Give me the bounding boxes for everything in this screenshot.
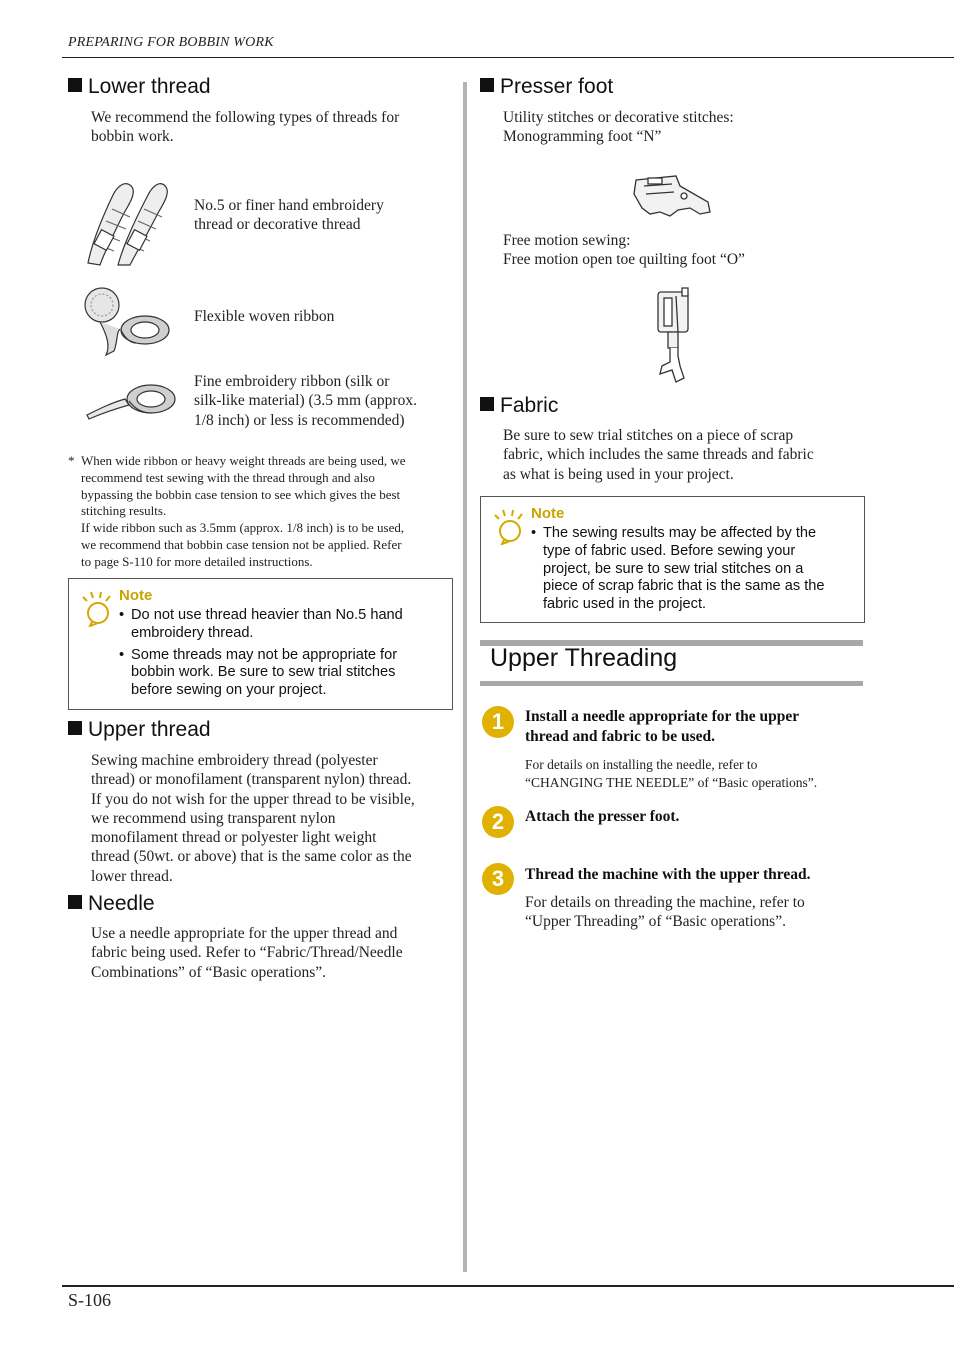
chapter-bar-bottom [480, 681, 863, 686]
text-line: Use a needle appropriate for the upper thread and [91, 925, 398, 942]
step-1-title [525, 707, 799, 747]
text-line: bypassing the bobbin case tension to see which gives the best [81, 486, 401, 502]
step-1-badge: 1 [482, 706, 514, 738]
lower-thread-footnote [81, 453, 456, 571]
text-line: Sewing machine embroidery thread (polyester [91, 752, 378, 769]
text-line: No.5 or finer hand embroidery [194, 197, 384, 214]
running-head: PREPARING FOR BOBBIN WORK [68, 35, 274, 50]
text-line: “Upper Threading” of “Basic operations”. [525, 913, 786, 931]
text-line: Free motion open toe quilting foot “O” [503, 251, 745, 269]
step-1-detail [525, 756, 817, 792]
footnote-asterisk: * [68, 453, 75, 468]
text-line: silk-like material) (3.5 mm (approx. [194, 392, 417, 410]
square-bullet-icon [480, 78, 494, 92]
lightbulb-note-icon [80, 591, 114, 627]
text-line: Free motion sewing: [503, 232, 631, 249]
upper-thread-body [91, 751, 415, 886]
square-bullet-icon [68, 721, 82, 735]
text-line: If wide ribbon such as 3.5mm (approx. 1/8 inch) is to be used, [81, 520, 405, 536]
lower-thread-heading [68, 75, 211, 99]
text-line: fabric used in the project. [543, 596, 707, 613]
text-line: we recommend that bobbin case tension not be applied. Refer [81, 536, 402, 552]
woven-ribbon-roll-icon [80, 285, 175, 360]
step-2-title: Attach the presser foot. [525, 808, 680, 825]
note-label: Note [531, 505, 565, 522]
needle-body [91, 924, 403, 982]
text-line: fabric being used. Refer to “Fabric/Thread/Needle [91, 944, 403, 962]
upper-thread-heading [68, 718, 211, 742]
step-3-title: Thread the machine with the upper thread. [525, 866, 811, 883]
text-line: project, be sure to sew trial stitches on a [543, 560, 804, 577]
presser-foot-heading [480, 75, 613, 99]
note-label: Note [119, 587, 153, 604]
text-line: Combinations” of “Basic operations”. [91, 963, 327, 981]
text-line: For details on installing the needle, refer to [525, 757, 758, 772]
text-line: Utility stitches or decorative stitches: [503, 109, 734, 126]
text-line: we recommend using transparent nylon [91, 809, 336, 827]
text-line: bobbin work. Be sure to sew trial stitches [131, 664, 396, 681]
square-bullet-icon [68, 78, 82, 92]
fabric-heading [480, 394, 558, 418]
text-line: Do not use thread heavier than No.5 hand [131, 607, 403, 623]
upper-thread-heading-text: Upper thread [88, 718, 211, 741]
step-3-detail [525, 893, 805, 932]
step-2-badge: 2 [482, 806, 514, 838]
note-bullets [531, 525, 861, 614]
text-line: thread) or monofilament (transparent nylon) thread. [91, 771, 412, 789]
text-line: Install a needle appropriate for the upper [525, 708, 800, 725]
bullet-dot-icon: • [119, 607, 125, 623]
text-line: If you do not wish for the upper thread to be visible, [91, 790, 415, 808]
open-toe-quilting-foot-icon [648, 286, 696, 386]
text-line: “CHANGING THE NEEDLE” of “Basic operations”. [525, 775, 818, 790]
page-number: S-106 [68, 1290, 112, 1310]
fabric-heading-text: Fabric [500, 394, 559, 417]
presser-foot-heading-text: Presser foot [500, 75, 614, 98]
lower-thread-intro [91, 108, 399, 147]
text-line: piece of scrap fabric that is the same as the [543, 578, 825, 595]
text-line: thread (50wt. or above) that is the same color as the [91, 848, 412, 866]
note-box-thread [68, 578, 453, 710]
needle-heading-text: Needle [88, 892, 155, 915]
square-bullet-icon [68, 895, 82, 909]
text-line: 1/8 inch) or less is recommended) [194, 411, 405, 429]
lower-thread-item-2: Flexible woven ribbon [194, 308, 335, 325]
note-bullet [531, 525, 861, 614]
text-line: fabric, which includes the same threads and fabric [503, 446, 814, 464]
text-line: stitching results. [81, 503, 167, 519]
text-line: before sewing on your project. [131, 682, 327, 699]
note-box-fabric [480, 496, 865, 623]
text-line: bobbin work. [91, 128, 174, 146]
text-line: thread or decorative thread [194, 216, 361, 234]
text-line: lower thread. [91, 867, 173, 885]
text-line: Be sure to sew trial stitches on a piece of scrap [503, 427, 794, 444]
presser-foot-block-1 [503, 108, 734, 147]
note-bullet [119, 607, 444, 643]
text-line: For details on threading the machine, refer to [525, 894, 805, 911]
text-line: thread and fabric to be used. [525, 728, 716, 745]
square-bullet-icon [480, 397, 494, 411]
text-line: Fine embroidery ribbon (silk or [194, 373, 390, 390]
step-3-badge: 3 [482, 863, 514, 895]
header-rule [62, 57, 954, 58]
fine-ribbon-roll-icon [85, 375, 180, 430]
fabric-body [503, 426, 814, 484]
text-line: recommend test sewing with the thread through and also [81, 469, 375, 485]
text-line: embroidery thread. [131, 624, 254, 641]
note-bullets [119, 607, 444, 700]
lower-thread-heading-text: Lower thread [88, 75, 211, 98]
lower-thread-item-3 [194, 372, 417, 430]
text-line: Monogramming foot “N” [503, 128, 662, 146]
monogramming-foot-icon [630, 172, 715, 220]
bullet-dot-icon: • [119, 646, 125, 663]
text-line: type of fabric used. Before sewing your [543, 542, 796, 559]
footer-rule [62, 1285, 954, 1287]
lower-thread-item-1 [194, 196, 384, 235]
text-line: Some threads may not be appropriate for [131, 646, 398, 663]
text-line: as what is being used in your project. [503, 465, 734, 483]
text-line: The sewing results may be affected by the [543, 525, 817, 541]
chapter-title: Upper Threading [490, 644, 678, 672]
needle-heading [68, 892, 155, 916]
text-line: When wide ribbon or heavy weight threads are being used, we [81, 453, 406, 468]
text-line: to page S-110 for more detailed instructions. [81, 553, 313, 569]
note-bullet [119, 647, 444, 700]
text-line: We recommend the following types of threads for [91, 109, 400, 126]
bullet-dot-icon: • [531, 525, 537, 541]
lightbulb-note-icon [492, 509, 526, 545]
column-divider [463, 82, 467, 1272]
text-line: monofilament thread or polyester light weight [91, 829, 377, 847]
presser-foot-block-2 [503, 231, 745, 270]
embroidery-thread-skeins-icon [80, 173, 175, 268]
